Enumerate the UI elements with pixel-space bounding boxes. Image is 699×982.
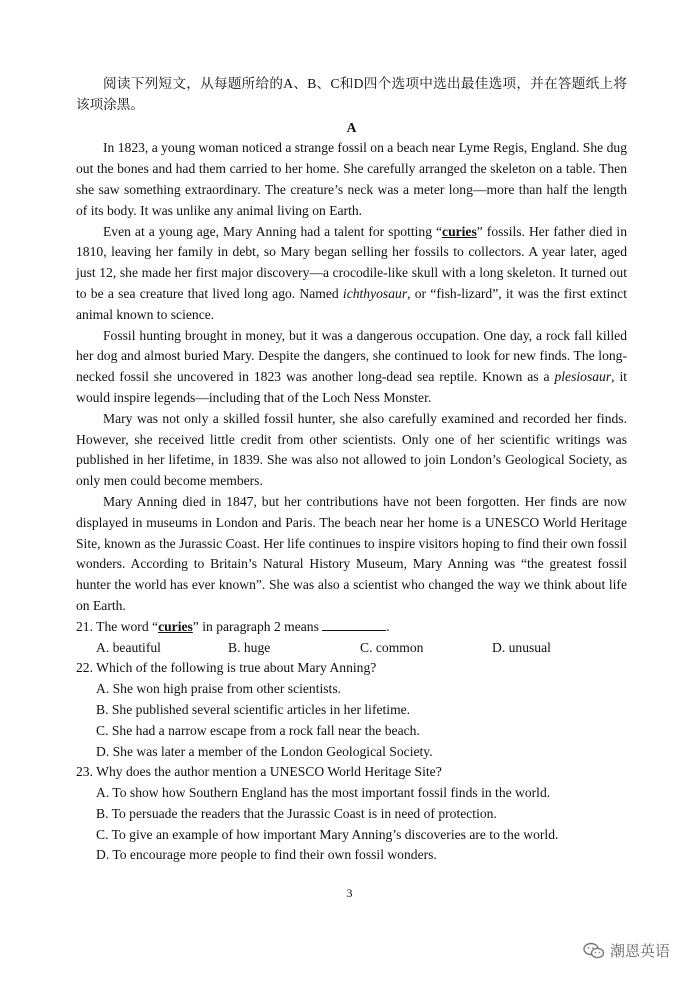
exam-page bbox=[76, 74, 627, 866]
option-b: B. To persuade the readers that the Jurassic Coast is in need of protection. bbox=[96, 805, 497, 821]
option-a: A. beautiful bbox=[96, 639, 161, 655]
passage-paragraph-4: Mary was not only a skilled fossil hunter, she also carefully examined and recorded her finds. However, she received little credit from other scientists. Only one of her scientific writings was published in her lifetime, in 1839. She was also not allowed to join London’s Geological Society, as only men could become members. bbox=[76, 410, 627, 489]
question-23: 23. Why does the author mention a UNESCO World Heritage Site? bbox=[76, 764, 442, 780]
instructions: 阅读下列短文，从每题所给的A、B、C和D四个选项中选出最佳选项，并在答题纸上将该项涂黑。 bbox=[76, 76, 627, 112]
passage-paragraph-1: In 1823, a young woman noticed a strange fossil on a beach near Lyme Regis, England. She dug out the bones and had them carried to her home. She carefully arranged the skeleton on a table. Then she saw something extraordinary. The creature’s neck was a meter long—more than half the length of its body. It was unlike any animal living on Earth. bbox=[76, 140, 627, 218]
option-d: D. unusual bbox=[492, 639, 551, 655]
question-21: 21. The word “curies” in paragraph 2 means . bbox=[76, 618, 390, 634]
option-b: B. huge bbox=[228, 639, 271, 655]
section-title: A bbox=[346, 119, 357, 135]
wechat-icon bbox=[583, 942, 605, 960]
passage-paragraph-3: Fossil hunting brought in money, but it was a dangerous occupation. One day, a rock fall killed her dog and almost buried Mary. Despite the dangers, she continued to look for new finds. The long-necked fossil she uncovered in 1823 was another long-dead sea reptile. Known as a plesiosaur, it would inspire legends—including that of the Loch Ness Monster. bbox=[76, 327, 627, 405]
option-c: C. To give an example of how important Mary Anning’s discoveries are to the world. bbox=[96, 826, 559, 842]
option-d: D. To encourage more people to find their own fossil wonders. bbox=[96, 847, 437, 863]
option-c: C. common bbox=[360, 639, 424, 655]
question-21-options bbox=[96, 638, 627, 659]
option-d: D. She was later a member of the London Geological Society. bbox=[96, 743, 433, 759]
question-keyword: curies bbox=[158, 618, 193, 634]
option-a: A. She won high praise from other scientists. bbox=[96, 681, 342, 697]
passage-paragraph-5: Mary Anning died in 1847, but her contributions have not been forgotten. Her finds are now displayed in museums in London and Paris. The beach near her home is a UNESCO World Heritage Site, known as the Jurassic Coast. Her life continues to inspire visitors hoping to find their own fossil wonders. According to Britain’s Natural History Museum, Mary Anning was “the greatest fossil hunter the world has ever known”. She was also a scientist who changed the way we think about life on Earth. bbox=[76, 493, 627, 613]
option-a: A. To show how Southern England has the most important fossil finds in the world. bbox=[96, 785, 551, 801]
term-ichthyosaur: ichthyosaur bbox=[342, 285, 408, 301]
passage-paragraph-2: Even at a young age, Mary Anning had a talent for spotting “curies” fossils. Her father died in 1810, leaving her family in debt, so Mary began selling her fossils to collectors. A year later, aged just 12, she made her first major discovery—a crocodile-like skull with a long skeleton. It turned out to be a sea creature that lived long ago. Named ichthyosaur, or “fish-lizard”, it was the first extinct animal known to science. bbox=[76, 223, 627, 322]
keyword-curies: curies bbox=[442, 223, 477, 239]
page-number: 3 bbox=[346, 886, 353, 900]
answer-blank bbox=[322, 618, 386, 631]
term-plesiosaur: plesiosaur bbox=[554, 369, 612, 385]
watermark bbox=[583, 940, 670, 961]
question-22: 22. Which of the following is true about Mary Anning? bbox=[76, 660, 377, 676]
watermark-text: 潮恩英语 bbox=[610, 942, 671, 960]
option-b: B. She published several scientific articles in her lifetime. bbox=[96, 701, 411, 717]
option-c: C. She had a narrow escape from a rock fall near the beach. bbox=[96, 722, 420, 738]
